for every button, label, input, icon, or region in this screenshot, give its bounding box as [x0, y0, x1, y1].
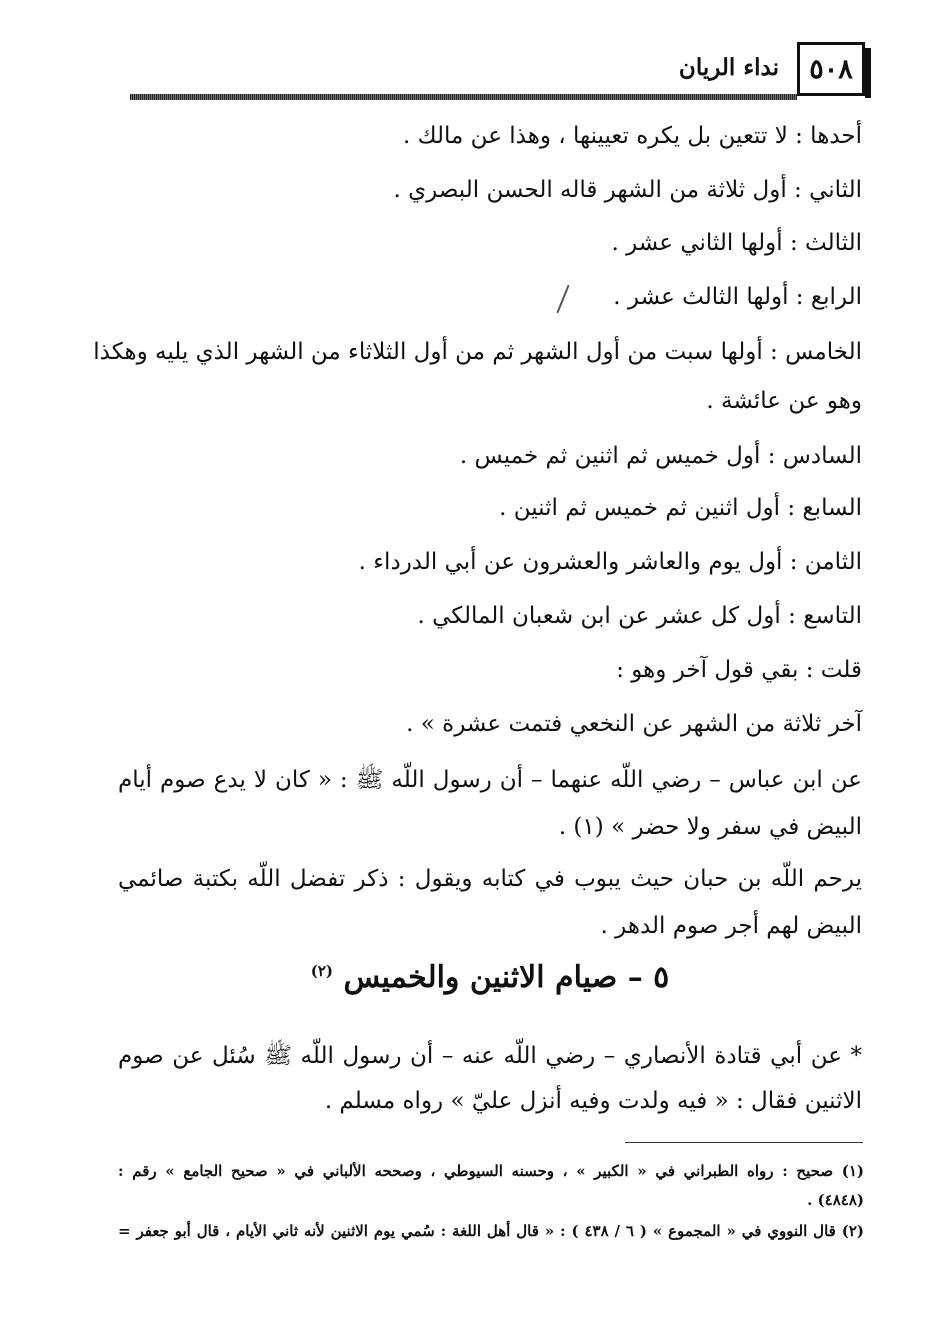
- footnote-ref: (٢): [310, 962, 333, 980]
- section-heading-text: ٥ – صيام الاثنين والخميس: [343, 960, 670, 995]
- text-line: الثالث : أولها الثاني عشر .: [611, 230, 862, 256]
- text-line: الاثنين فقال : « فيه ولدت وفيه أنزل عليّ » رواه مسلم .: [324, 1088, 862, 1114]
- text-line: البيض لهم أجر صوم الدهر .: [600, 913, 862, 939]
- text-line: السادس : أول خميس ثم اثنين ثم خميس .: [459, 443, 862, 469]
- page-number: ٥٠٨: [809, 53, 853, 85]
- pen-mark: [556, 285, 569, 314]
- header-rule: [130, 94, 797, 100]
- running-title: نداء الريان: [678, 54, 779, 81]
- text-line: الثامن : أول يوم والعاشر والعشرون عن أبي الدرداء .: [358, 549, 862, 575]
- text-line: أحدها : لا تتعين بل يكره تعيينها ، وهذا عن مالك .: [403, 123, 862, 149]
- text-line: يرحم اللّه بن حبان حيث يبوب في كتابه ويقول : ذكر تفضل اللّه بكتبة صائمي: [118, 866, 862, 892]
- text-line: قلت : بقي قول آخر وهو :: [616, 657, 862, 683]
- text-line: * عن أبي قتادة الأنصاري – رضي اللّه عنه – أن رسول اللّه ﷺ سُئل عن صوم: [118, 1043, 862, 1069]
- page-header: [120, 42, 865, 102]
- section-heading: [118, 960, 862, 995]
- text-line: آخر ثلاثة من الشهر عن النخعي فتمت عشرة » .: [406, 711, 862, 737]
- footnote-line: (١) صحيح : رواه الطبراني في « الكبير » ، وحسنه السيوطي ، وصححه الألباني في « صحيح الجامع » رقم :: [118, 1162, 864, 1180]
- footnote-line: (٢) قال النووي في « المجموع » ( ٦ / ٤٣٨ ) : « قال أهل اللغة : سُمي يوم الاثنين لأنه ثاني الأيام ، قال أبو جعفر =: [118, 1222, 864, 1240]
- text-line: السابع : أول اثنين ثم خميس ثم اثنين .: [499, 495, 862, 521]
- page-number-shadow: [865, 48, 871, 98]
- footnote-separator: [625, 1142, 863, 1143]
- text-line: التاسع : أول كل عشر عن ابن شعبان المالكي .: [417, 603, 862, 629]
- page-number-box: [797, 42, 865, 96]
- text-line: الخامس : أولها سبت من أول الشهر ثم من أول الثلاثاء من الشهر الذي يليه وهكذا: [93, 339, 862, 365]
- footnote-line: (٤٨٤٨) .: [807, 1191, 864, 1209]
- text-line: وهو عن عائشة .: [706, 388, 862, 414]
- text-line: الثاني : أول ثلاثة من الشهر قاله الحسن البصري .: [393, 177, 862, 203]
- text-line: الرابع : أولها الثالث عشر .: [613, 284, 862, 310]
- text-line: البيض في سفر ولا حضر » (١) .: [558, 814, 862, 840]
- text-line: عن ابن عباس – رضي اللّه عنهما – أن رسول اللّه ﷺ : « كان لا يدع صوم أيام: [118, 767, 862, 793]
